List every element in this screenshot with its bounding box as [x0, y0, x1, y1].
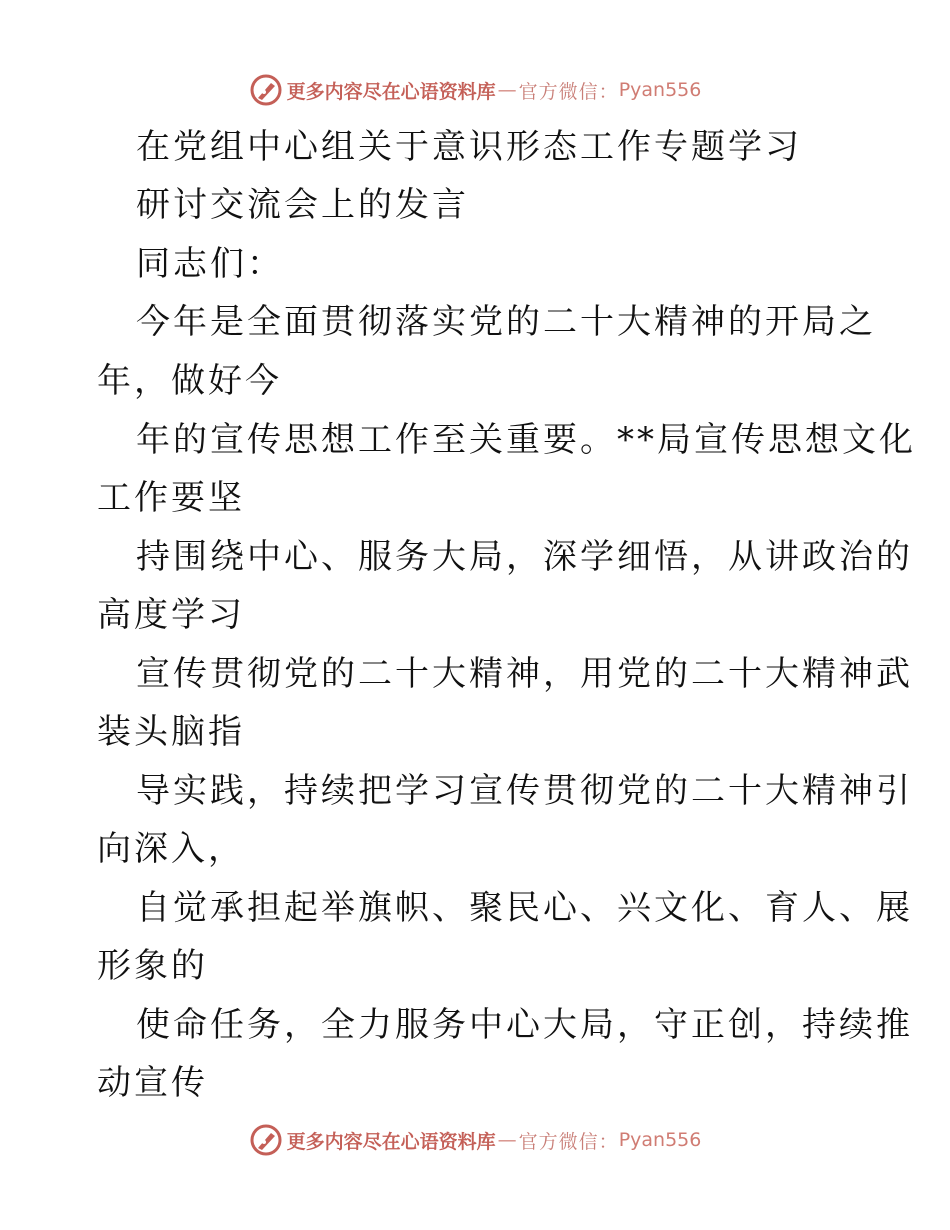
paragraph-line: 年的宣传思想工作至关重要。**局宣传思想文化	[136, 420, 916, 460]
paragraph-line: 今年是全面贯彻落实党的二十大精神的开局之	[136, 302, 876, 342]
watermark-dash: —	[497, 1129, 517, 1151]
watermark-wechat-label: 官方微信：	[518, 80, 619, 103]
paragraph-line: 持围绕中心、服务大局，深学细悟，从讲政治的	[136, 537, 913, 577]
document-title-line-1: 在党组中心组关于意识形态工作专题学习	[136, 127, 802, 167]
watermark-wechat-id: Pyan556	[618, 79, 702, 101]
watermark-library-name: 更多内容尽在心语资料库	[286, 80, 496, 103]
paragraph-line: 导实践，持续把学习宣传贯彻党的二十大精神引	[136, 771, 913, 811]
paragraph-line: 向深入，	[97, 829, 245, 869]
watermark-wechat-label: 官方微信：	[518, 1130, 619, 1153]
paragraph-line: 年，做好今	[97, 361, 282, 401]
watermark-dash: —	[497, 79, 517, 101]
paragraph-line: 工作要坚	[97, 478, 245, 518]
paragraph-line: 宣传贯彻党的二十大精神，用党的二十大精神武	[136, 654, 913, 694]
document-title-line-2: 研讨交流会上的发言	[136, 185, 469, 225]
paragraph-line: 装头脑指	[97, 712, 245, 752]
paragraph-line: 使命任务，全力服务中心大局，守正创，持续推	[136, 1005, 913, 1045]
paragraph-line: 高度学习	[97, 595, 245, 635]
salutation: 同志们：	[136, 244, 284, 284]
paragraph-line: 自觉承担起举旗帜、聚民心、兴文化、育人、展	[136, 888, 913, 928]
paragraph-line: 形象的	[97, 946, 208, 986]
watermark-library-name: 更多内容尽在心语资料库	[286, 1130, 496, 1153]
footer-watermark	[0, 1120, 950, 1160]
paragraph-line: 动宣传	[97, 1063, 208, 1103]
watermark-wechat-id: Pyan556	[618, 1129, 702, 1151]
pen-logo-icon	[249, 1123, 283, 1157]
